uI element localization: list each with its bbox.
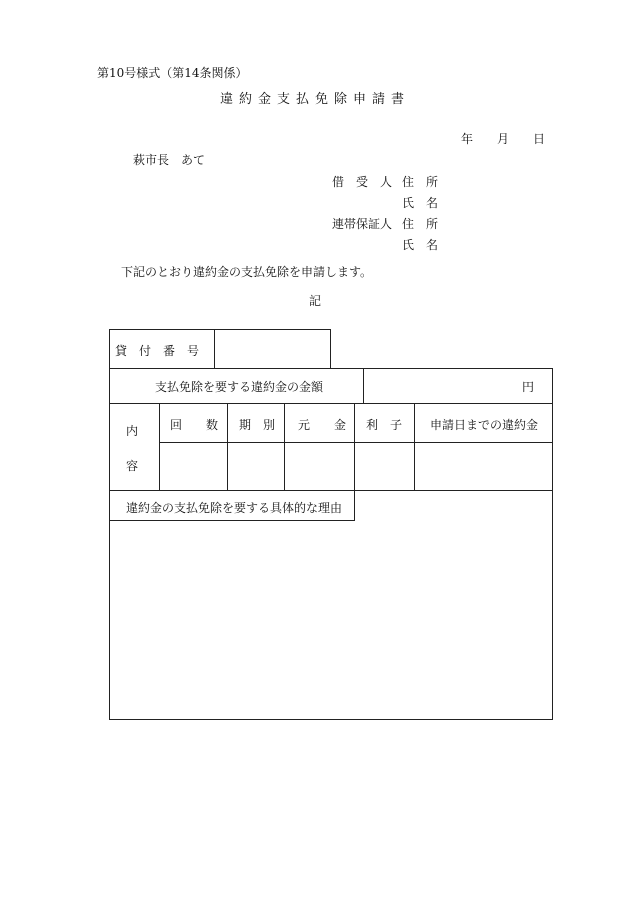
penalty-to-date-field[interactable] [418, 446, 549, 486]
reason-field[interactable] [113, 525, 549, 715]
column-header-period: 期 別 [239, 418, 276, 432]
ki-heading: 記 [308, 294, 321, 308]
amount-label: 支払免除を要する違約金の金額 [155, 380, 324, 394]
column-header-count: 回 数 [170, 418, 219, 432]
borrower-label: 借 受 人 [332, 175, 393, 189]
period-field[interactable] [231, 446, 280, 486]
date-day-label: 日 [533, 132, 546, 146]
form-number: 第10号様式（第14条関係） [97, 66, 248, 80]
loan-number-divider [214, 329, 215, 369]
loan-number-field[interactable] [220, 342, 326, 360]
guarantor-name-label: 氏 名 [402, 238, 439, 252]
interest-field[interactable] [358, 446, 410, 486]
date-month-label: 月 [497, 132, 510, 146]
principal-field[interactable] [288, 446, 350, 486]
content-header-divider [159, 442, 553, 443]
content-label-1: 内 [126, 424, 139, 438]
guarantor-label: 連帯保証人 [332, 217, 393, 231]
document-title: 違約金支払免除申請書 [219, 92, 410, 107]
column-divider [227, 403, 228, 490]
reason-label: 違約金の支払免除を要する具体的な理由 [126, 501, 343, 515]
intro-text: 下記のとおり違約金の支払免除を申請します。 [121, 265, 373, 279]
loan-number-label: 貸 付 番 号 [115, 344, 200, 358]
amount-divider [363, 368, 364, 403]
column-divider [159, 403, 160, 490]
count-field[interactable] [163, 446, 223, 486]
column-divider [284, 403, 285, 490]
borrower-address-label: 住 所 [402, 175, 439, 189]
column-header-principal: 元 金 [298, 418, 347, 432]
borrower-name-label: 氏 名 [402, 196, 439, 210]
column-divider [414, 403, 415, 490]
content-label-2: 容 [126, 459, 139, 473]
column-header-interest: 利 子 [366, 418, 403, 432]
date-year-label: 年 [461, 132, 474, 146]
amount-unit: 円 [522, 380, 535, 394]
guarantor-address-label: 住 所 [402, 217, 439, 231]
amount-field[interactable] [368, 371, 516, 399]
row-divider [109, 403, 553, 404]
addressee: 萩市長 あて [133, 153, 206, 167]
column-header-penalty-to-date: 申請日までの違約金 [430, 418, 539, 432]
column-divider [354, 403, 355, 490]
